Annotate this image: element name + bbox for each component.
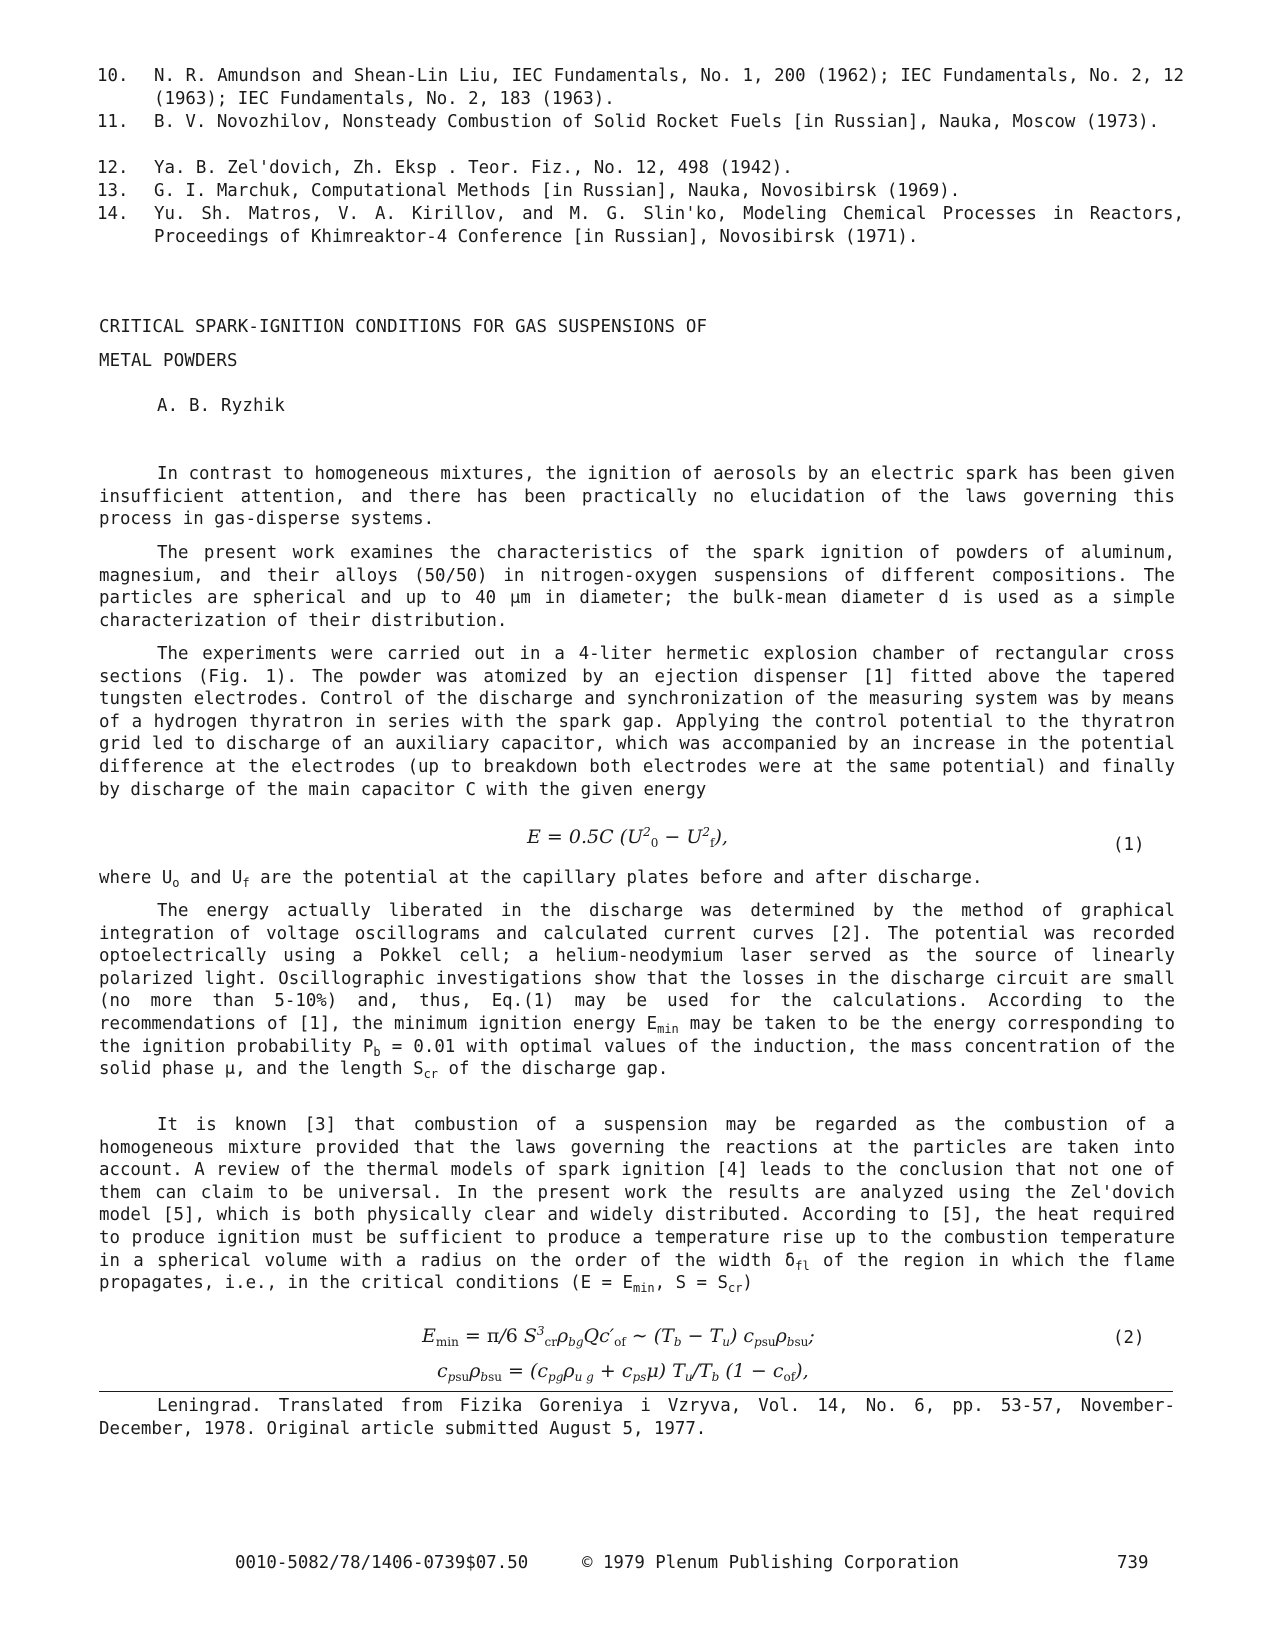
footnote-divider [99,1391,1173,1392]
reference-text: N. R. Amundson and Shean-Lin Liu, IEC Fundamentals, No. 1, 200 (1962); IEC Fundamentals, No. 2, 12 (1963); IEC Fundamentals, No. 2, 183 (1963). [154,66,1184,109]
reference-text: G. I. Marchuk, Computational Methods [in Russian], Nauka, Novosibirsk (1969). [154,181,961,201]
article-title-line-1: CRITICAL SPARK-IGNITION CONDITIONS FOR GAS SUSPENSIONS OF [99,317,708,337]
footer-code: 0010-5082/78/1406-0739$07.50 [235,1553,529,1573]
equation-2-line-1: $E_{min} = \pi/6$ $S^3_{cr}\rho_{bg}Qc'_{of}$ ∼ $(T_b - T_u)$ $c_{psu}\rho_{bsu}$; [422,1324,815,1349]
reference-number: 13. [97,181,129,201]
reference-number: 10. [97,66,129,86]
footnote: Leningrad. Translated from Fizika Goreniya i Vzryva, Vol. 14, No. 6, pp. 53-57, November-December, 1978. Original article submitted August 5, 1977. [99,1396,1175,1439]
paragraph-theory: It is known [3] that combustion of a suspension may be regarded as the combustion of a homogeneous mixture provided that the laws governing the reactions at the particles are taken into account. A review of the thermal models of spark ignition [4] leads to the conclusion that not one of them can claim to be universal. In the present work the results are analyzed using the Zel'dovich model [5], which is both physically clear and widely distributed. According to [5], the heat required to produce ignition must be sufficient to produce a temperature rise up to the combustion temperature in a spherical volume with a radius on the order of the width $\delta_{fl}$ of the region in which the flame propagates, i.e., in the critical conditions ($E = E_{min}$, $S = S_{cr}$) [99,1115,1175,1296]
paragraph-intro: In contrast to homogeneous mixtures, the ignition of aerosols by an electric spark has been given insufficient attention, and there has been practically no elucidation of the laws governing this process in gas-disperse systems. [99,464,1175,530]
footer-copyright: © 1979 Plenum Publishing Corporation [582,1553,959,1573]
article-author: A. B. Ryzhik [157,396,286,416]
reference-number: 14. [97,204,129,224]
equation-1: E = 0.5C $(U^2_0 - U^2_f)$, [527,825,728,850]
paragraph-materials: The present work examines the characteristics of the spark ignition of powders of aluminum, magnesium, and their alloys (50/50) in nitrogen-oxygen suspensions of different compositions. The particles are spherical and up to 40 μm in diameter; the bulk-mean diameter d is used as a simple characterization of their distribution. [99,543,1175,631]
equation-1-number: (1) [1113,835,1145,855]
paragraph-experiments: The experiments were carried out in a 4-liter hermetic explosion chamber of rectangular cross sections (Fig. 1). The powder was atomized by an ejection dispenser [1] fitted above the tapered tungsten electrodes. Control of the discharge and synchronization of the measuring system was by means of a hydrogen thyratron in series with the spark gap. Applying the control potential to the thyratron grid led to discharge of an auxiliary capacitor, which was accompanied by an increase in the potential difference at the electrodes (up to breakdown both electrodes were at the same potential) and finally by discharge of the main capacitor C with the given energy [99,644,1175,800]
reference-number: 12. [97,158,129,178]
equation-2-number: (2) [1113,1328,1145,1348]
reference-number: 11. [97,112,129,132]
paragraph-energy: The energy actually liberated in the discharge was determined by the method of graphical integration of voltage oscillograms and calculated current curves [2]. The potential was recorded optoelectrically using a Pokkel cell; a helium-neodymium laser served as the source of linearly polarized light. Oscillographic investigations show that the losses in the discharge circuit are small (no more than 5-10%) and, thus, Eq.(1) may be used for the calculations. According to the recommendations of [1], the minimum ignition energy $E_{min}$ may be taken to be the energy corresponding to the ignition probability $P_b = 0.01$ with optimal values of the induction, the mass concentration of the solid phase μ, and the length $S_{cr}$ of the discharge gap. [99,901,1175,1082]
equation-2-line-2: $c_{psu}\rho_{bsu} = (c_{pg}\rho_{u g} + c_{ps}\mu)$ $T_u/T_b$ $(1 - c_{of})$, [437,1360,809,1384]
reference-text: Ya. B. Zel'dovich, Zh. Eksp . Teor. Fiz., No. 12, 498 (1942). [154,158,793,178]
article-title-line-2: METAL POWDERS [99,351,238,371]
reference-text: Yu. Sh. Matros, V. A. Kirillov, and M. G. Slin'ko, Modeling Chemical Processes in Reactors, Proceedings of Khimreaktor-4 Conference [in Russian], Novosibirsk (1971). [154,204,1184,247]
reference-text: B. V. Novozhilov, Nonsteady Combustion of Solid Rocket Fuels [in Russian], Nauka, Moscow (1973). [154,112,1160,132]
page-number: 739 [1117,1553,1149,1573]
paragraph-where: where $U_o$ and $U_f$ are the potential at the capillary plates before and after discharge. [99,868,983,890]
